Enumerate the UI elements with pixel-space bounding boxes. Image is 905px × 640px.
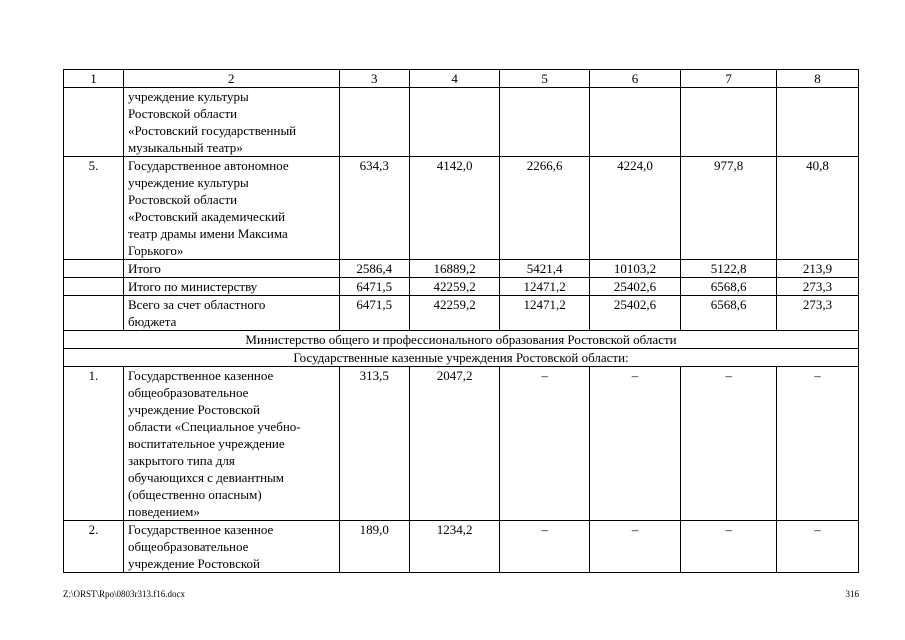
table-cell: –	[500, 521, 589, 573]
table-header-row	[64, 70, 859, 88]
table-cell: 273,3	[776, 296, 858, 331]
row-number	[64, 278, 124, 296]
table-cell	[409, 88, 499, 157]
table-cell: –	[776, 521, 858, 573]
table-cell: 40,8	[776, 157, 858, 260]
table-cell: –	[776, 367, 858, 521]
column-header: 3	[339, 70, 409, 88]
table-cell: 273,3	[776, 278, 858, 296]
table-cell: –	[500, 367, 589, 521]
institution-name: Государственное казенное общеобразовательное учреждение Ростовской	[123, 521, 339, 573]
row-number: 1.	[64, 367, 124, 521]
table-cell: 6471,5	[339, 296, 409, 331]
table-cell: 10103,2	[589, 260, 680, 278]
table-cell: 16889,2	[409, 260, 499, 278]
table-cell	[681, 88, 777, 157]
table-cell: 977,8	[681, 157, 777, 260]
column-header: 7	[681, 70, 777, 88]
row-number	[64, 88, 124, 157]
table-cell: 25402,6	[589, 278, 680, 296]
document-path: Z:\ORST\Rpo\0803r313.f16.docx	[63, 589, 185, 599]
table-cell: 42259,2	[409, 278, 499, 296]
table-cell: 4224,0	[589, 157, 680, 260]
row-number: 2.	[64, 521, 124, 573]
total-row	[64, 296, 859, 331]
row-number	[64, 260, 124, 278]
table-cell: –	[589, 521, 680, 573]
table-cell: –	[681, 367, 777, 521]
table-cell: 12471,2	[500, 296, 589, 331]
table-row	[64, 521, 859, 573]
total-label: Всего за счет областного бюджета	[123, 296, 339, 331]
total-row	[64, 278, 859, 296]
column-header: 8	[776, 70, 858, 88]
budget-table	[63, 69, 859, 573]
table-cell: 5122,8	[681, 260, 777, 278]
column-header: 1	[64, 70, 124, 88]
table-cell: 25402,6	[589, 296, 680, 331]
table-row	[64, 157, 859, 260]
table-cell: 6568,6	[681, 296, 777, 331]
table-cell	[589, 88, 680, 157]
total-row	[64, 260, 859, 278]
total-label: Итого	[123, 260, 339, 278]
table-cell	[500, 88, 589, 157]
section-row	[64, 349, 859, 367]
table-cell: 313,5	[339, 367, 409, 521]
row-number: 5.	[64, 157, 124, 260]
section-heading: Государственные казенные учреждения Ростовской области:	[64, 349, 859, 367]
row-number	[64, 296, 124, 331]
table-cell: 6568,6	[681, 278, 777, 296]
table-cell: –	[681, 521, 777, 573]
section-heading: Министерство общего и профессионального образования Ростовской области	[64, 331, 859, 349]
table-cell: 4142,0	[409, 157, 499, 260]
table-cell: 189,0	[339, 521, 409, 573]
section-row	[64, 331, 859, 349]
institution-name: учреждение культуры Ростовской области «Ростовский государственный музыкальный театр»	[123, 88, 339, 157]
table-cell: 42259,2	[409, 296, 499, 331]
table-cell: 5421,4	[500, 260, 589, 278]
table-cell: 2047,2	[409, 367, 499, 521]
table-row	[64, 367, 859, 521]
table-cell: 2266,6	[500, 157, 589, 260]
table-cell: –	[589, 367, 680, 521]
column-header: 6	[589, 70, 680, 88]
table-row	[64, 88, 859, 157]
total-label: Итого по министерству	[123, 278, 339, 296]
table-cell: 2586,4	[339, 260, 409, 278]
page-number: 316	[845, 589, 859, 599]
column-header: 4	[409, 70, 499, 88]
institution-name: Государственное казенное общеобразовательное учреждение Ростовской области «Специальное учебно- воспитательное учреждение закрытого типа для обучающихся с девиантным (общественно опасным) поведением»	[123, 367, 339, 521]
column-header: 5	[500, 70, 589, 88]
table-cell	[339, 88, 409, 157]
table-cell: 6471,5	[339, 278, 409, 296]
table-cell	[776, 88, 858, 157]
column-header: 2	[123, 70, 339, 88]
table-cell: 213,9	[776, 260, 858, 278]
table-cell: 1234,2	[409, 521, 499, 573]
table-cell: 12471,2	[500, 278, 589, 296]
institution-name: Государственное автономное учреждение культуры Ростовской области «Ростовский академический театр драмы имени Максима Горького»	[123, 157, 339, 260]
table-cell: 634,3	[339, 157, 409, 260]
